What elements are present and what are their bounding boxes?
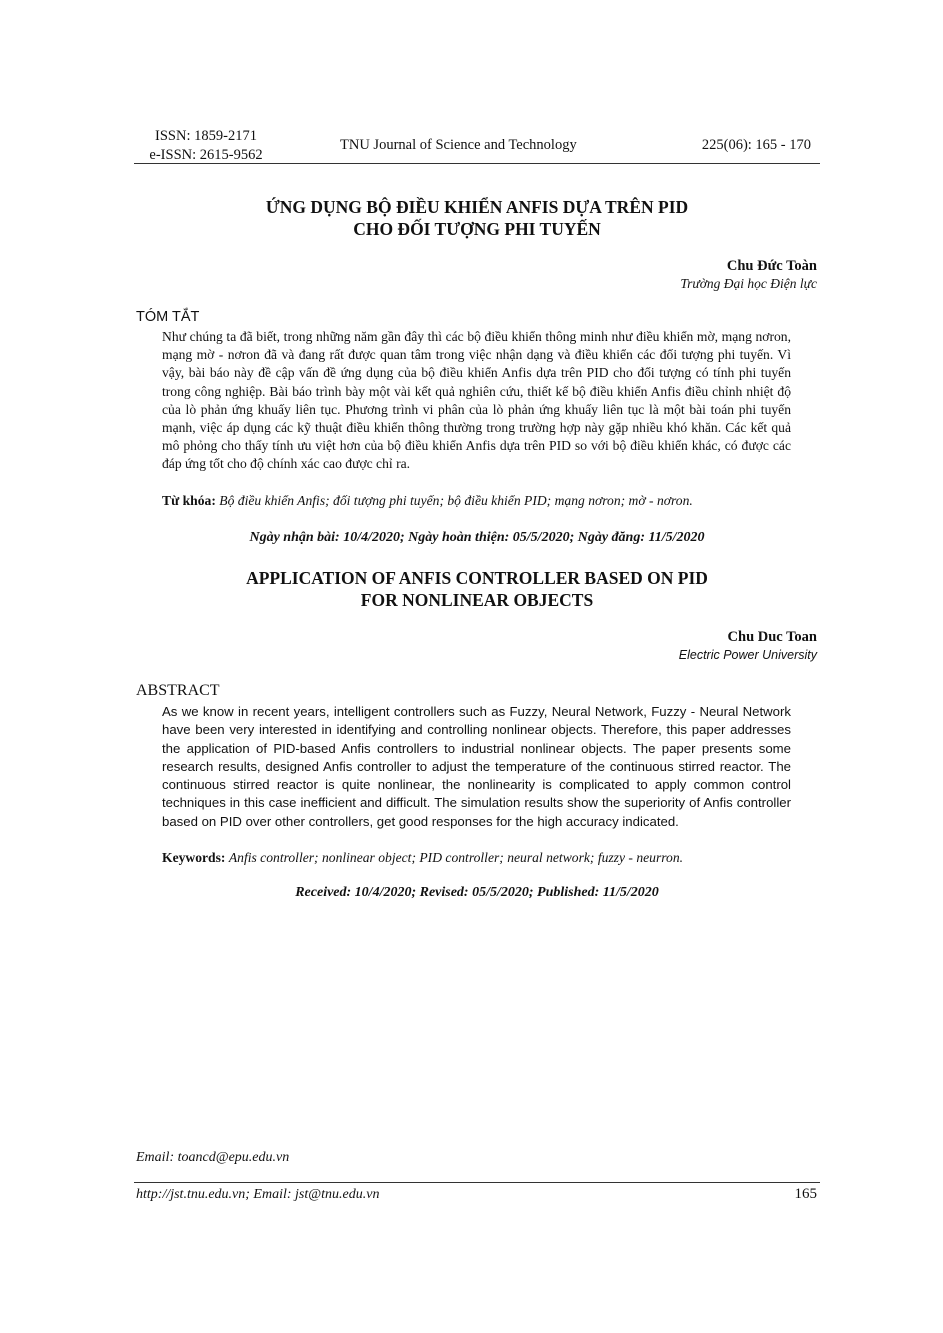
en-abstract-text: As we know in recent years, intelligent controllers such as Fuzzy, Neural Network, Fuzzy - Neural Network have been very interested in identifying and controlling nonlinear objects. Therefore, this paper addresses the application of PID-based Anfis controllers to industrial nonlinear objects. The paper presents some research results, designed Anfis controller to adjust the temperature of the continuous stirred reactor. The continuous stirred reactor is quite nonlinear, the nonlinearity is complicated to apply common control techniques in this case inefficient and difficult. The simulation results show the superiority of Anfis controller based on PID over other controllers, get good responses for the high accuracy indicated. (162, 704, 791, 829)
header-rule (134, 163, 820, 164)
en-keywords-label: Keywords: (162, 850, 226, 865)
issn-block (136, 127, 276, 165)
en-dates: Received: 10/4/2020; Revised: 05/5/2020; Published: 11/5/2020 (295, 885, 659, 900)
vi-abstract-heading: TÓM TẮT (136, 309, 200, 325)
en-title-line1: APPLICATION OF ANFIS CONTROLLER BASED ON PID (246, 568, 708, 588)
vi-author-block (680, 257, 817, 293)
page-number: 165 (794, 1186, 817, 1202)
footer-links: http://jst.tnu.edu.vn; Email: jst@tnu.edu.vn (136, 1187, 380, 1202)
vi-affiliation: Trường Đại học Điện lực (680, 276, 817, 291)
volume-pages: 225(06): 165 - 170 (701, 137, 811, 153)
vi-keywords-text: Bộ điều khiển Anfis; đối tượng phi tuyến; bộ điều khiển PID; mạng nơron; mờ - nơron. (219, 493, 693, 508)
vi-dates: Ngày nhận bài: 10/4/2020; Ngày hoàn thiện: 05/5/2020; Ngày đăng: 11/5/2020 (249, 530, 705, 545)
vi-title-line2: CHO ĐỐI TƯỢNG PHI TUYẾN (353, 219, 601, 239)
en-title (134, 567, 820, 611)
journal-name: TNU Journal of Science and Technology (340, 137, 577, 153)
footer-rule (134, 1182, 820, 1183)
vi-title-line1: ỨNG DỤNG BỘ ĐIỀU KHIỂN ANFIS DỰA TRÊN PID (265, 197, 689, 217)
vi-keywords-label: Từ khóa: (162, 493, 216, 508)
en-affiliation: Electric Power University (678, 648, 817, 662)
en-author-block (679, 628, 817, 664)
en-title-line2: FOR NONLINEAR OBJECTS (360, 590, 594, 610)
author-email: Email: toancd@epu.edu.vn (136, 1150, 290, 1165)
vi-author: Chu Đức Toàn (726, 258, 817, 274)
issn: ISSN: 1859-2171 (155, 128, 257, 144)
en-author: Chu Duc Toan (727, 629, 817, 645)
en-keywords (162, 849, 802, 867)
vi-keywords (162, 492, 802, 510)
eissn: e-ISSN: 2615-9562 (149, 147, 263, 163)
en-abstract-heading: ABSTRACT (136, 682, 220, 699)
en-keywords-text: Anfis controller; nonlinear object; PID controller; neural network; fuzzy - neurron. (228, 850, 684, 865)
vi-abstract-text: Như chúng ta đã biết, trong những năm gần đây thì các bộ điều khiển thông minh như điều khiển mờ, mạng nơron, mạng mờ - nơron đã và đang rất được quan tâm trong việc nhận dạng và điều khiển các đối tượng phi tuyến. Vì vậy, bài báo này đề cập vấn đề ứng dụng của bộ điều khiển Anfis dựa trên PID cho đối tượng có tính phi tuyến trong công nghiệp. Bài báo trình bày một vài kết quả nghiên cứu, thiết kế bộ điều khiển Anfis điều chỉnh nhiệt độ của lò phản ứng khuấy liên tục. Phương trình vi phân của lò phản ứng khuấy liên tục là một bài toán phi tuyến mạnh, việc áp dụng các kỹ thuật điều khiển thông thường trong trường hợp này gặp nhiều khó khăn. Các kết quả mô phỏng cho thấy tính ưu việt hơn của bộ điều khiển Anfis dựa trên PID so với bộ điều khiển khác, có được các đáp ứng tốt cho độ chính xác cao được chỉ ra. (162, 329, 791, 472)
vi-title (134, 196, 820, 240)
